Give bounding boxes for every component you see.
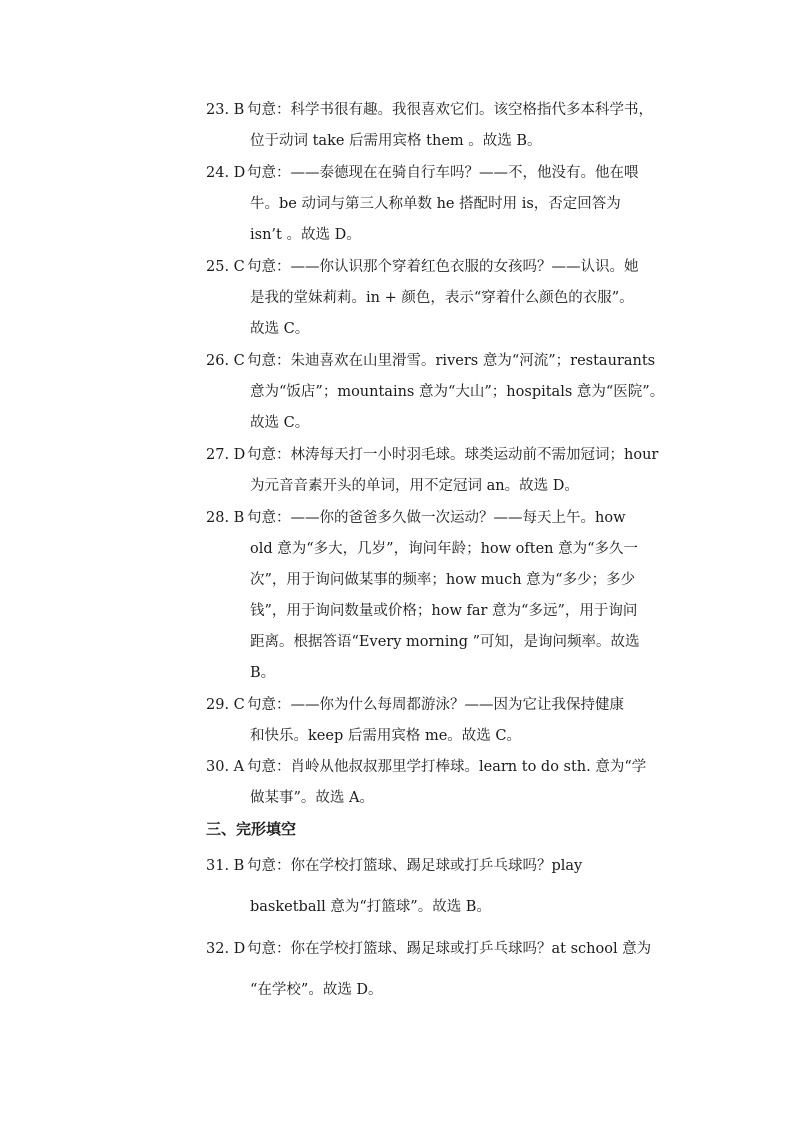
answer-label: 26. C bbox=[206, 353, 245, 369]
answer-line: 和快乐。keep 后需用宾格 me。故选 C。 bbox=[250, 728, 521, 744]
answer-line: 为元音音素开头的单词，用不定冠词 an。故选 D。 bbox=[250, 478, 579, 494]
answer-line: 句意：——泰德现在在骑自行车吗？——不，他没有。他在喂 bbox=[247, 165, 639, 181]
answer-line: 钱”，用于询问数量或价格；how far 意为“多远”，用于询问 bbox=[250, 603, 638, 619]
answer-item-25 bbox=[206, 252, 692, 345]
answer-line: “在学校”。故选 D。 bbox=[250, 982, 383, 998]
answer-line: isn’t 。故选 D。 bbox=[250, 227, 361, 243]
answer-line: 句意：——你的爸爸多久做一次运动？——每天上午。how bbox=[247, 510, 626, 526]
answer-line: 是我的堂妹莉莉。in + 颜色，表示“穿着什么颜色的衣服”。 bbox=[250, 290, 634, 306]
answer-line: 句意：肖岭从他叔叔那里学打棒球。learn to do sth. 意为“学 bbox=[247, 759, 647, 775]
answer-line: B。 bbox=[250, 665, 276, 681]
answer-line: 次”，用于询问做某事的频率；how much 意为“多少；多少 bbox=[250, 572, 636, 588]
answer-item-29 bbox=[206, 690, 692, 752]
answer-line: 句意：朱迪喜欢在山里滑雪。rivers 意为“河流”；restaurants bbox=[247, 353, 656, 369]
answer-line: 句意：你在学校打篮球、踢足球或打乒乓球吗？play bbox=[247, 858, 583, 874]
answer-line: 意为“饭店”；mountains 意为“大山”；hospitals 意为“医院”。 bbox=[250, 384, 665, 400]
answer-line: 做某事”。故选 A。 bbox=[250, 790, 374, 806]
answer-line: old 意为“多大，几岁”，询问年龄；how often 意为“多久一 bbox=[250, 541, 639, 557]
answer-item-27 bbox=[206, 440, 692, 502]
answer-item-30 bbox=[206, 752, 692, 814]
answer-label: 23. B bbox=[206, 102, 245, 118]
answer-line: 句意：林涛每天打一小时羽毛球。球类运动前不需加冠词；hour bbox=[247, 447, 659, 463]
answer-label: 32. D bbox=[206, 941, 246, 957]
answer-label: 31. B bbox=[206, 858, 245, 874]
answer-label: 27. D bbox=[206, 447, 246, 463]
answer-item-31 bbox=[206, 846, 692, 928]
answer-item-26 bbox=[206, 346, 692, 439]
answer-line: 句意：——你认识那个穿着红色衣服的女孩吗？——认识。她 bbox=[247, 259, 639, 275]
answer-label: 29. C bbox=[206, 697, 245, 713]
answer-label: 28. B bbox=[206, 510, 245, 526]
answer-line: 牛。be 动词与第三人称单数 he 搭配时用 is，否定回答为 bbox=[250, 196, 621, 212]
answer-label: 30. A bbox=[206, 759, 245, 775]
answer-item-24 bbox=[206, 158, 692, 251]
answer-item-23 bbox=[206, 95, 692, 157]
answer-label: 24. D bbox=[206, 165, 246, 181]
answer-item-28 bbox=[206, 503, 692, 689]
section-heading: 三、完形填空 bbox=[206, 820, 297, 838]
answer-line: 句意：科学书很有趣。我很喜欢它们。该空格指代多本科学书， bbox=[247, 102, 653, 118]
answer-line: 故选 C。 bbox=[250, 321, 310, 337]
answer-line: basketball 意为“打篮球”。故选 B。 bbox=[250, 899, 491, 915]
answer-label: 25. C bbox=[206, 259, 245, 275]
answer-line: 距离。根据答语“Every morning ”可知，是询问频率。故选 bbox=[250, 634, 640, 650]
answer-line: 句意：——你为什么每周都游泳？——因为它让我保持健康 bbox=[247, 697, 624, 713]
answer-line: 故选 C。 bbox=[250, 415, 310, 431]
answer-line: 句意：你在学校打篮球、踢足球或打乒乓球吗？at school 意为 bbox=[247, 941, 652, 957]
answer-item-32 bbox=[206, 929, 692, 1011]
answer-line: 位于动词 take 后需用宾格 them 。故选 B。 bbox=[250, 133, 542, 149]
